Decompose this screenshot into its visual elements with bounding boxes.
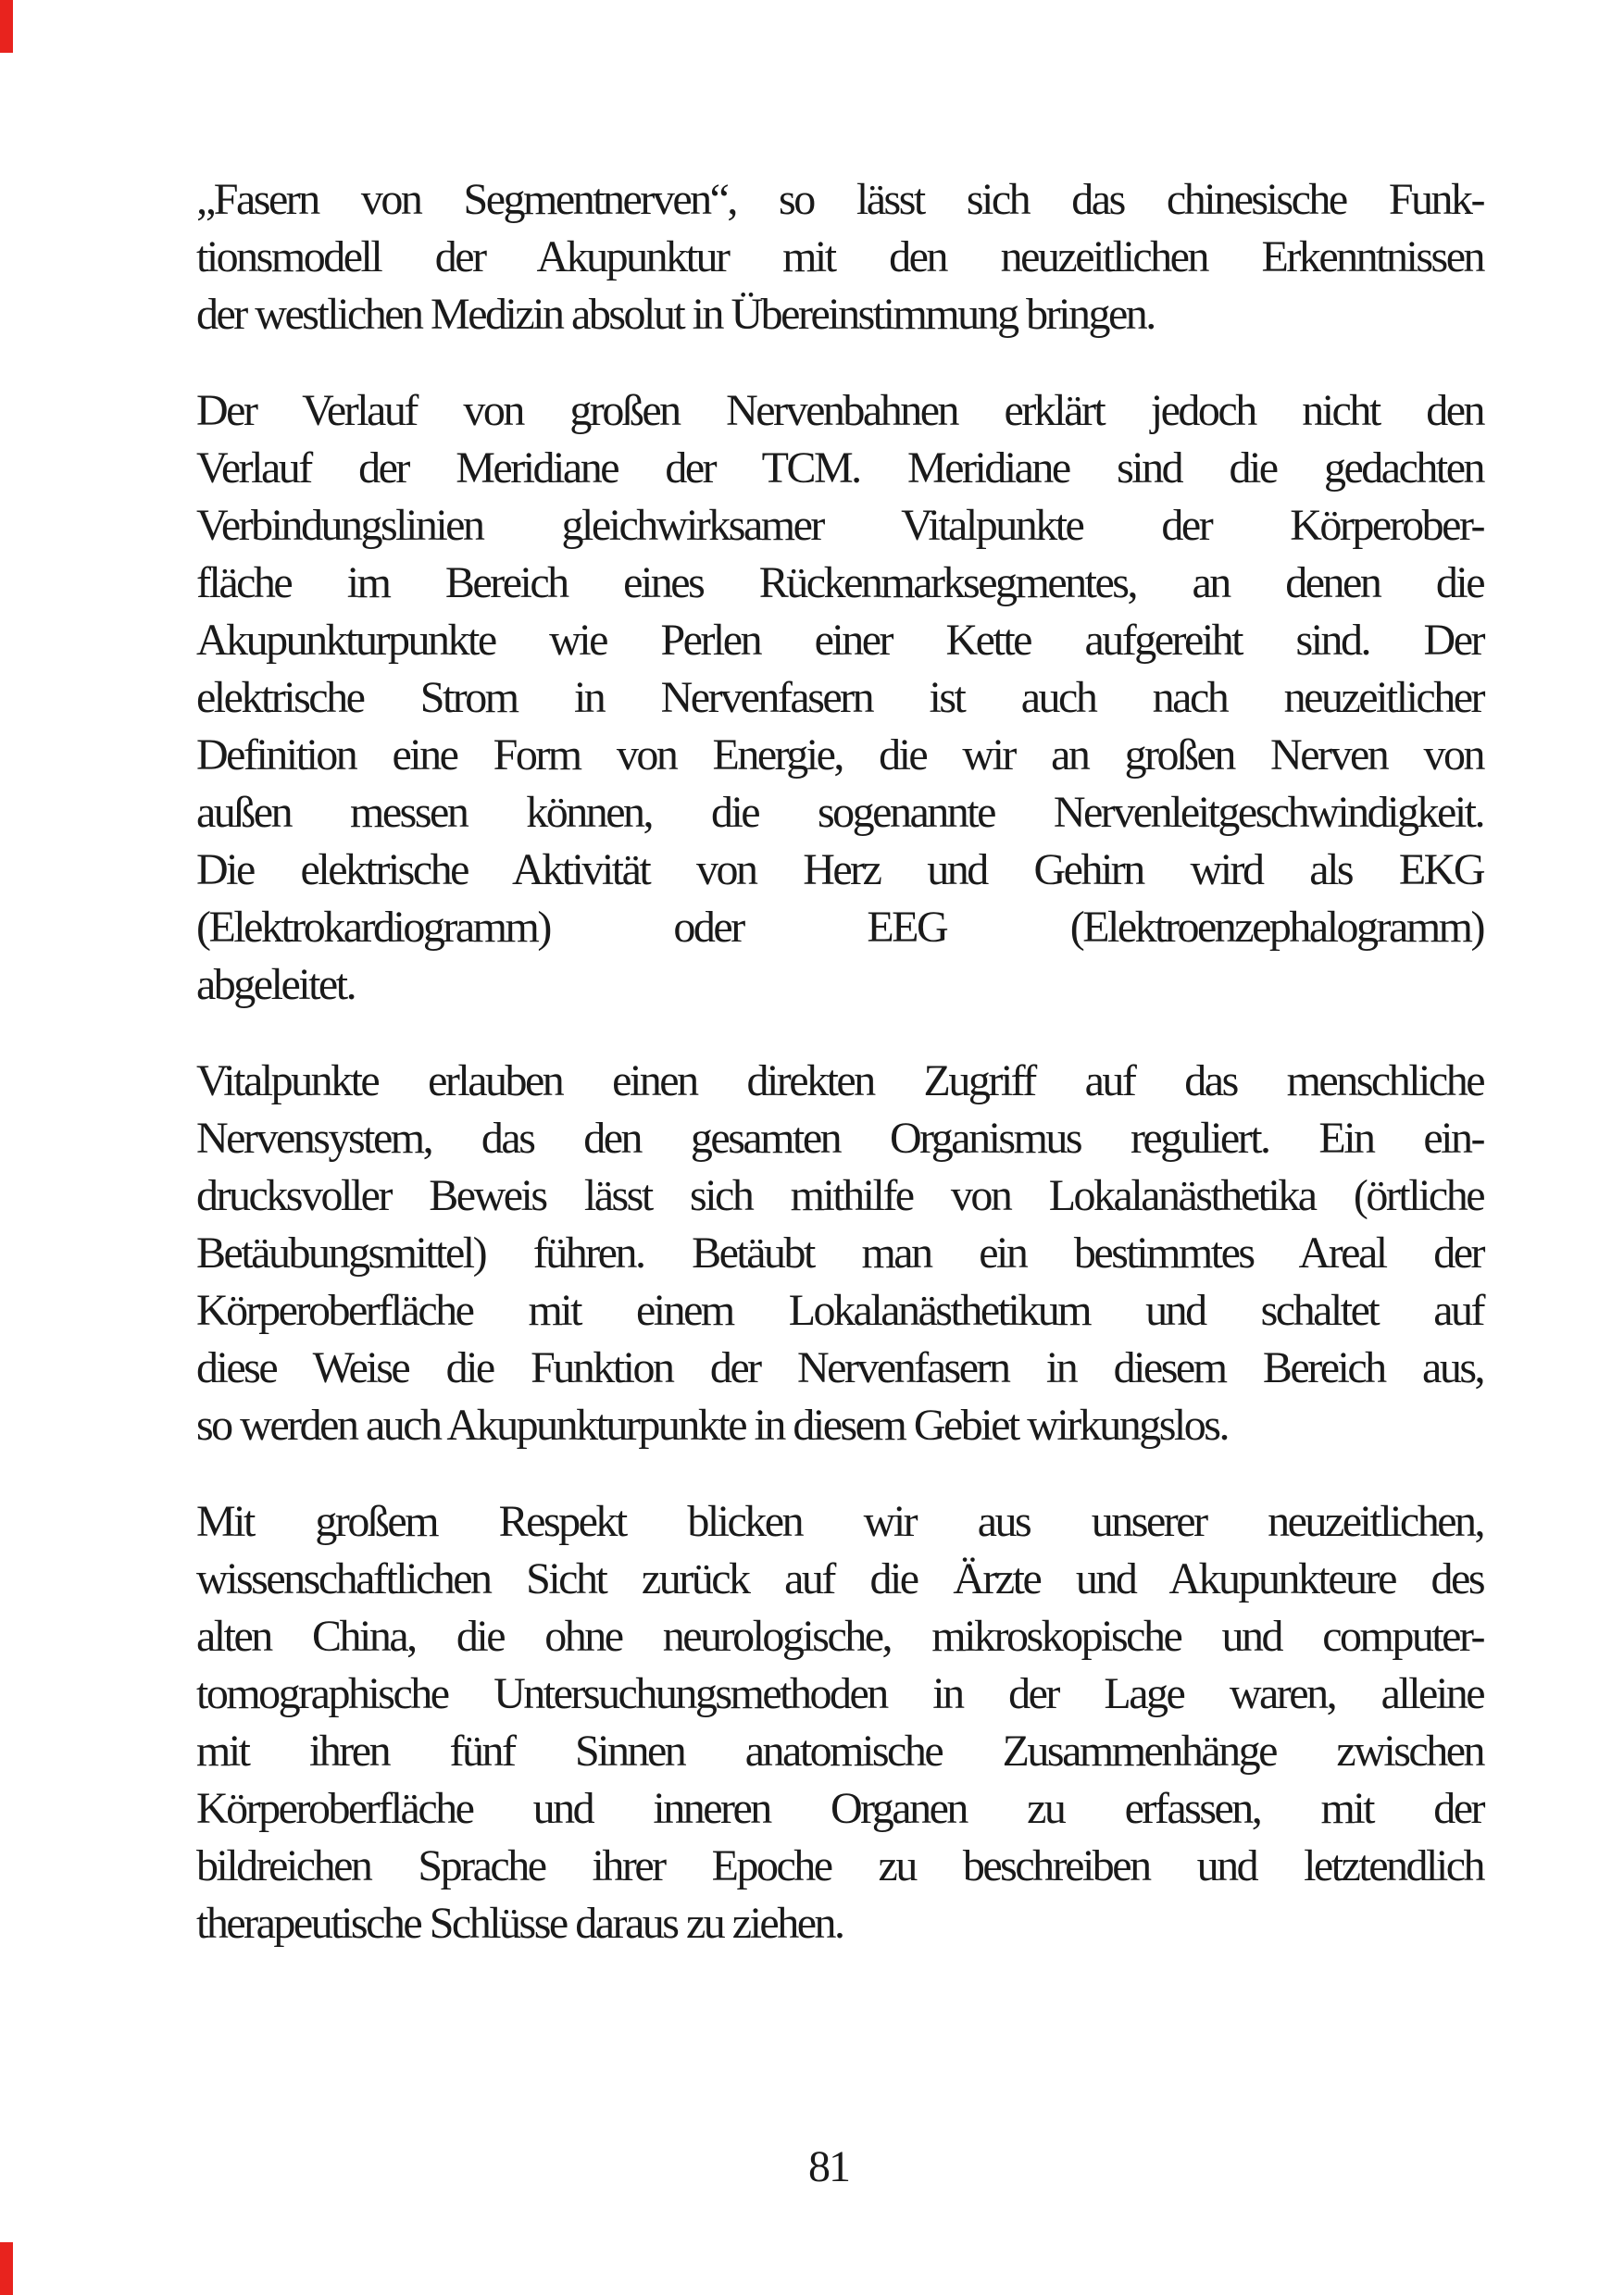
text-line: therapeutische Schlüsse daraus zu ziehen. [196, 1899, 843, 1948]
text-line: diese Weise die Funktion der Nervenfasern in diesem Bereich aus, [196, 1343, 1483, 1392]
text-line: elektrische Strom in Nervenfasern ist auch nach neuzeitlicher [196, 673, 1483, 722]
text-line: drucksvoller Beweis lässt sich mithilfe von Lokalanästhetika (örtliche [196, 1171, 1483, 1220]
text-line: der westlichen Medizin absolut in Übereinstimmung bringen. [196, 290, 1155, 339]
text-line: wissenschaftlichen Sicht zurück auf die Ärzte und Akupunkteure des [196, 1554, 1483, 1603]
red-scan-edge-mark-bottom [0, 2242, 13, 2295]
paragraph [196, 382, 1483, 1014]
text-line: fläche im Bereich eines Rückenmarksegmentes, an denen die [196, 558, 1483, 607]
text-line: abgeleitet. [196, 960, 356, 1009]
paragraph [196, 171, 1483, 343]
text-line: Die elektrische Aktivität von Herz und Gehirn wird als EKG [196, 845, 1483, 894]
red-scan-edge-mark-top [0, 0, 13, 53]
text-line: Akupunkturpunkte wie Perlen einer Kette aufgereiht sind. Der [196, 616, 1483, 665]
text-line: tionsmodell der Akupunktur mit den neuzeitlichen Erkenntnissen [196, 232, 1483, 281]
text-line: Verlauf der Meridiane der TCM. Meridiane sind die gedachten [196, 443, 1483, 493]
text-line: „Fasern von Segmentnerven“, so lässt sich das chinesische Funk- [196, 175, 1483, 224]
text-line: Körperoberfläche mit einem Lokalanästhetikum und schaltet auf [196, 1286, 1483, 1335]
text-line: bildreichen Sprache ihrer Epoche zu beschreiben und letztendlich [196, 1841, 1483, 1890]
text-line: Verbindungslinien gleichwirksamer Vitalpunkte der Körperober- [196, 501, 1483, 550]
text-line: so werden auch Akupunkturpunkte in diesem Gebiet wirkungslos. [196, 1401, 1228, 1450]
text-line: Definition eine Form von Energie, die wir an großen Nerven von [196, 730, 1483, 780]
text-line: Betäubungsmittel) führen. Betäubt man ein bestimmtes Areal der [196, 1229, 1483, 1278]
text-line: alten China, die ohne neurologische, mikroskopische und computer- [196, 1612, 1483, 1661]
text-line: Mit großem Respekt blicken wir aus unserer neuzeitlichen, [196, 1497, 1483, 1546]
text-line: außen messen können, die sogenannte Nervenleitgeschwindigkeit. [196, 788, 1483, 837]
text-line: Körperoberfläche und inneren Organen zu erfassen, mit der [196, 1784, 1483, 1833]
text-line: (Elektrokardiogramm) oder EEG (Elektroenzephalogramm) [196, 903, 1483, 952]
page-text-block [196, 171, 1483, 1991]
paragraph [196, 1493, 1483, 1952]
text-line: mit ihren fünf Sinnen anatomische Zusammenhänge zwischen [196, 1727, 1483, 1776]
text-line: Nervensystem, das den gesamten Organismus reguliert. Ein ein- [196, 1114, 1483, 1163]
paragraph [196, 1053, 1483, 1454]
text-line: Der Verlauf von großen Nervenbahnen erklärt jedoch nicht den [196, 386, 1483, 435]
text-line: tomographische Untersuchungsmethoden in der Lage waren, alleine [196, 1669, 1483, 1718]
text-line: Vitalpunkte erlauben einen direkten Zugriff auf das menschliche [196, 1056, 1483, 1105]
page-number: 81 [808, 2142, 849, 2191]
